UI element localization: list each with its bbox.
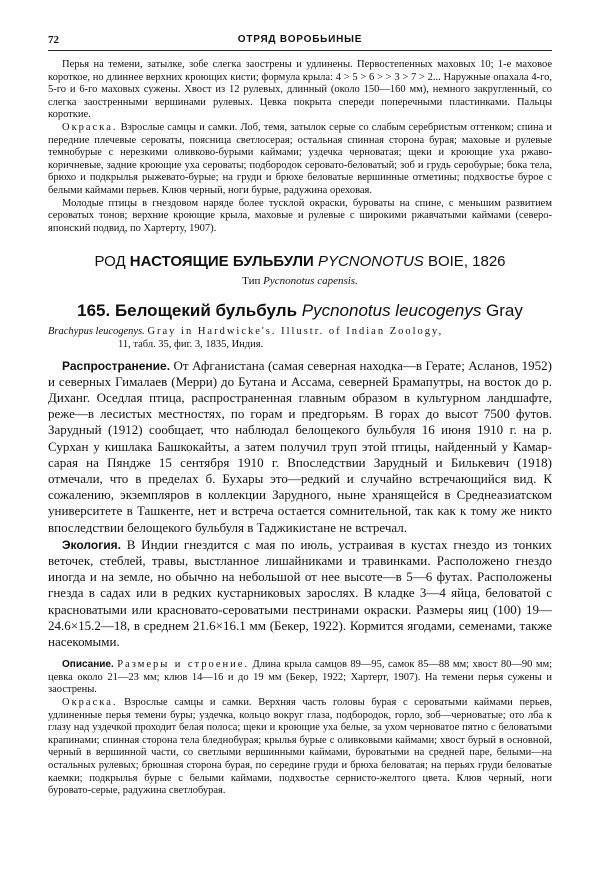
sizes-text: Длина крыла самцов 89—95, самок 85—88 мм; хвост 80—90 мм; цевка около 21—23 мм; клюв 14—16 и до 19 мм (Бекер, 1922; Хартерт, 1907). На темени перья сужены и заострены. xyxy=(48,659,553,696)
description-coloration-text: Взрослые самцы и самки. Верхняя часть головы бурая с сероватыми каймами перьев, удлиненные перья темени буры; уздечка, кольцо вокруг глаза, подбородок, горло, зоб—черноватые; ото лба к глазу над уздечкой проходит белая полоса; щеки и кроющие уха белые, за ухом черноватое пятно с беловатыми крапинами; спинная сторона тела бледнобурая; крылья бурые с оливковыми каймами; хвост бурый в основной, черный в вершинной части, со светлыми вершинными каймами, буроватыми на средней паре, белыми—на остальных рулевых; брюшная сторона бурая, по середине груди и брюха беловатая; на перьях груди беловатые каемки; подкрылья бурые с белыми каймами, подхвостье сернисто-желтого цвета. Клюв черный, ноги буровато-серые, радужина светлобурая. xyxy=(48,696,553,797)
description-coloration-paragraph xyxy=(48,697,552,798)
genus-prefix: РОД xyxy=(94,253,126,271)
ecology-text: В Индии гнездится с мая по июль, устраивая в кустах гнездо из тонких веточек, стеблей, травы, выстланное лишайниками и травинками. Расположено гнездо иногда и на земле, но обычно на небольшой от нее высоте—в 5—6 футах. Расположены гнезда в садах или в редких кустарниковых зарослях. В кладке 3—4 яйца, беловатой с красноватыми или красновато-сероватыми пестринами окраски. Размеры яиц (100) 19—24.6×15.2—18, в среднем 21.6×16.1 мм (Бекер, 1922). Кормится ягодами, семенами, также насекомыми. xyxy=(48,536,552,649)
sizes-paragraph xyxy=(48,659,552,697)
synonym-ref: Gray in Hardwicke's. Illustr. of Indian Zoology, xyxy=(147,326,444,338)
coloration-text: Взрослые самцы и самки. Лоб, темя, затылок серые со слабым серебристым оттенком; спина и передние плечевые сероваты, поясница светлосерая; остальная спинная сторона бурая; маховые и рулевые темнобурые с нерезкими оливково-бурыми каймами; уздечка черноватая; щеки и кроющие уха ржаво-коричневые, задние кроющие уха сероваты; подбородок серовато-беловатый; зоб и грудь серобурые; бока тела, брюхо и подкрылья рыжевато-бурые; на груди и брюхе беловатые вершинные отметины; подхвостье бурое с белыми каймами перьев. Клюв черный, ноги бурые, радужина ореховая. xyxy=(48,121,552,196)
description-label: Описание. xyxy=(62,659,114,671)
distribution-label: Распространение. xyxy=(62,358,171,373)
sizes-label: Размеры и строение. xyxy=(117,659,250,671)
distribution-paragraph xyxy=(48,358,552,536)
genus-authority: BOIE, 1826 xyxy=(427,253,506,271)
plumage-structure-paragraph: Перья на темени, затылке, зобе слегка заострены и удлинены. Первостепенных маховых 10; 1-е маховое короткое, но длиннее верхних кроющих кисти; формула крыла: 4 > 5 > 6 > > 3 > 7 > 2... Наружные опахала 4-го, 5-го и 6-го маховых сужены. Хвост из 12 рулевых, длинный (около 150—160 мм), немного закругленный, со слегка заостренными вершинами рулевых. Цевка покрыта спереди поперечными пластинками. Пальцы короткие. xyxy=(48,59,552,121)
description-section xyxy=(48,659,552,798)
synonym-ref-details: 11, табл. 35, фиг. 3, 1835, Индия. xyxy=(118,338,264,350)
species-author: Gray xyxy=(486,301,523,321)
type-label: Тип xyxy=(242,275,261,288)
synonym-name: Brachypus leucogenys. xyxy=(48,326,145,338)
genus-heading xyxy=(48,253,552,270)
main-text xyxy=(48,358,552,651)
species-name-lat: Pycnonotus leucogenys xyxy=(301,301,482,321)
ecology-paragraph xyxy=(48,537,552,650)
running-title: ОТРЯД ВОРОБЬИНЫЕ xyxy=(237,34,363,45)
previous-species-text xyxy=(48,59,552,235)
species-heading xyxy=(48,301,552,321)
genus-name-ru: НАСТОЯЩИЕ БУЛЬБУЛИ xyxy=(129,253,314,271)
description-coloration-label: Окраска. xyxy=(62,696,118,708)
synonym-reference xyxy=(48,326,552,351)
genus-type-line xyxy=(48,275,552,287)
coloration-paragraph xyxy=(48,122,552,198)
type-species: Pycnonotus capensis. xyxy=(263,275,358,288)
genus-name-lat: PYCNONOTUS xyxy=(317,253,424,271)
coloration-label: Окраска. xyxy=(62,121,118,133)
young-birds-paragraph: Молодые птицы в гнездовом наряде более тусклой окраски, буроваты на спине, с меньшим развитием сероватых тонов; верхние кроющие крыла, маховые и рулевые с широкими ржавчатыми каймами (северо-японский подвид, по Хартерту, 1907). xyxy=(48,197,552,234)
ecology-label: Экология. xyxy=(62,537,121,552)
page-number: 72 xyxy=(48,34,59,46)
distribution-text: От Афганистана (самая северная находка—в Герате; Асланов, 1952) и северных Гималаев (Мерри) до Бутана и Ассама, северней Брамапутры, на восток до р. Диханг. Оседлая птица, распространенная главным образом в культурном ландшафте, реже—в лесистых местностях, по горам и предгорьям. В горах до высот 7500 футов. Зарудный (1912) сообщает, что наблюдал белощекого бульбуля 16 июня 1910 г. на р. Сурхан у кишлака Башкокайты, а затем получил труп этой птицы, найденный у Камар-сарая на Пяндже 15 сентября 1910 г. Впоследствии Зарудный и Билькевич (1918) отмечали, что в пределах б. Бухары это—редкий и случайно встречающийся вид. К сожалению, экземпляров в коллекции Зарудного, ныне хранящейся в Среднеазиатском университете в Ташкенте, нет и встреча остается сомнительной, так как к тому же никто впоследствии белощекого бульбуля в Таджикистане не встречал. xyxy=(48,357,553,535)
species-number: 165. xyxy=(77,301,111,321)
species-name-ru: Белощекий бульбуль xyxy=(114,301,298,321)
page-header xyxy=(48,30,552,51)
